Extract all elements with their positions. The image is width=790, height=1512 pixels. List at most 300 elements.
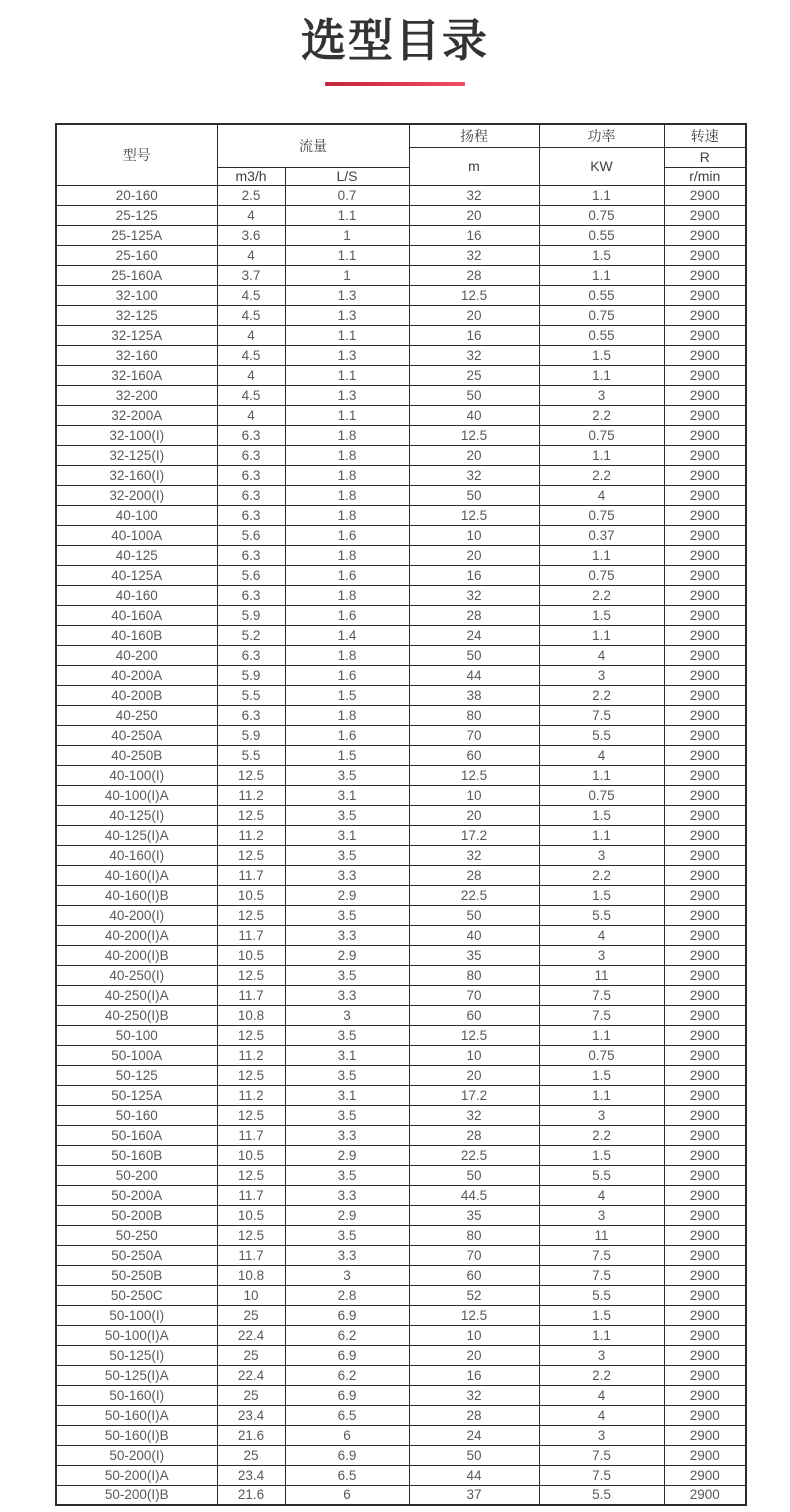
table-row bbox=[56, 1305, 746, 1325]
speed-cell: 2900 bbox=[664, 445, 746, 465]
table-row bbox=[56, 885, 746, 905]
model-cell: 50-160(I)B bbox=[56, 1425, 217, 1445]
flow-ls-cell: 3.5 bbox=[285, 905, 409, 925]
flow-ls-cell: 1.3 bbox=[285, 285, 409, 305]
speed-cell: 2900 bbox=[664, 345, 746, 365]
speed-cell: 2900 bbox=[664, 745, 746, 765]
flow-m3h-cell: 4.5 bbox=[217, 385, 285, 405]
table-row bbox=[56, 1065, 746, 1085]
table-row bbox=[56, 285, 746, 305]
table-row bbox=[56, 545, 746, 565]
flow-ls-cell: 3 bbox=[285, 1265, 409, 1285]
flow-m3h-cell: 10.8 bbox=[217, 1005, 285, 1025]
table-row bbox=[56, 705, 746, 725]
model-cell: 50-125A bbox=[56, 1085, 217, 1105]
model-cell: 50-160(I) bbox=[56, 1385, 217, 1405]
head-cell: 50 bbox=[409, 1165, 539, 1185]
model-cell: 50-200(I)A bbox=[56, 1465, 217, 1485]
power-cell: 5.5 bbox=[539, 1485, 664, 1505]
flow-m3h-cell: 6.3 bbox=[217, 545, 285, 565]
flow-ls-cell: 6.2 bbox=[285, 1325, 409, 1345]
table-row bbox=[56, 445, 746, 465]
head-cell: 37 bbox=[409, 1485, 539, 1505]
flow-ls-cell: 1.3 bbox=[285, 345, 409, 365]
power-cell: 7.5 bbox=[539, 1245, 664, 1265]
flow-m3h-cell: 10.5 bbox=[217, 945, 285, 965]
model-cell: 40-200(I)A bbox=[56, 925, 217, 945]
model-cell: 32-160(I) bbox=[56, 465, 217, 485]
speed-cell: 2900 bbox=[664, 965, 746, 985]
speed-cell: 2900 bbox=[664, 285, 746, 305]
power-cell: 1.1 bbox=[539, 265, 664, 285]
flow-ls-cell: 1 bbox=[285, 265, 409, 285]
flow-m3h-cell: 12.5 bbox=[217, 805, 285, 825]
speed-cell: 2900 bbox=[664, 545, 746, 565]
speed-cell: 2900 bbox=[664, 1025, 746, 1045]
flow-ls-cell: 1.6 bbox=[285, 665, 409, 685]
model-cell: 40-160A bbox=[56, 605, 217, 625]
flow-ls-cell: 3.1 bbox=[285, 825, 409, 845]
model-cell: 40-250(I)A bbox=[56, 985, 217, 1005]
power-cell: 5.5 bbox=[539, 725, 664, 745]
power-cell: 3 bbox=[539, 1345, 664, 1365]
speed-cell: 2900 bbox=[664, 1265, 746, 1285]
head-cell: 12.5 bbox=[409, 425, 539, 445]
model-cell: 50-100A bbox=[56, 1045, 217, 1065]
model-cell: 50-100(I)A bbox=[56, 1325, 217, 1345]
flow-m3h-cell: 10 bbox=[217, 1285, 285, 1305]
power-cell: 0.75 bbox=[539, 505, 664, 525]
flow-m3h-cell: 6.3 bbox=[217, 645, 285, 665]
head-cell: 20 bbox=[409, 805, 539, 825]
flow-m3h-cell: 4.5 bbox=[217, 305, 285, 325]
model-cell: 40-125 bbox=[56, 545, 217, 565]
power-cell: 1.1 bbox=[539, 765, 664, 785]
table-row bbox=[56, 265, 746, 285]
speed-cell: 2900 bbox=[664, 365, 746, 385]
table-row bbox=[56, 1385, 746, 1405]
flow-m3h-cell: 12.5 bbox=[217, 1225, 285, 1245]
flow-m3h-cell: 11.7 bbox=[217, 865, 285, 885]
power-cell: 0.55 bbox=[539, 225, 664, 245]
speed-cell: 2900 bbox=[664, 1245, 746, 1265]
speed-cell: 2900 bbox=[664, 1125, 746, 1145]
flow-ls-cell: 1.1 bbox=[285, 245, 409, 265]
power-cell: 1.1 bbox=[539, 445, 664, 465]
speed-cell: 2900 bbox=[664, 1345, 746, 1365]
speed-cell: 2900 bbox=[664, 305, 746, 325]
model-cell: 50-200 bbox=[56, 1165, 217, 1185]
table-row bbox=[56, 1465, 746, 1485]
speed-cell: 2900 bbox=[664, 1365, 746, 1385]
table-row bbox=[56, 605, 746, 625]
model-cell: 40-100(I) bbox=[56, 765, 217, 785]
flow-ls-cell: 1.6 bbox=[285, 725, 409, 745]
flow-ls-cell: 1.6 bbox=[285, 525, 409, 545]
head-cell: 32 bbox=[409, 245, 539, 265]
power-cell: 0.75 bbox=[539, 785, 664, 805]
flow-m3h-cell: 4 bbox=[217, 325, 285, 345]
model-cell: 40-250 bbox=[56, 705, 217, 725]
head-cell: 35 bbox=[409, 945, 539, 965]
head-cell: 70 bbox=[409, 725, 539, 745]
flow-ls-cell: 3.5 bbox=[285, 845, 409, 865]
power-cell: 7.5 bbox=[539, 1265, 664, 1285]
speed-cell: 2900 bbox=[664, 1465, 746, 1485]
head-cell: 32 bbox=[409, 1105, 539, 1125]
speed-cell: 2900 bbox=[664, 485, 746, 505]
table-row bbox=[56, 1205, 746, 1225]
table-row bbox=[56, 1265, 746, 1285]
head-cell: 20 bbox=[409, 1345, 539, 1365]
head-cell: 22.5 bbox=[409, 885, 539, 905]
head-cell: 50 bbox=[409, 905, 539, 925]
flow-m3h-cell: 22.4 bbox=[217, 1325, 285, 1345]
speed-cell: 2900 bbox=[664, 925, 746, 945]
head-cell: 60 bbox=[409, 745, 539, 765]
flow-m3h-cell: 12.5 bbox=[217, 845, 285, 865]
head-cell: 40 bbox=[409, 925, 539, 945]
flow-ls-cell: 1.6 bbox=[285, 605, 409, 625]
model-cell: 50-125(I)A bbox=[56, 1365, 217, 1385]
model-cell: 32-200(I) bbox=[56, 485, 217, 505]
flow-ls-cell: 1 bbox=[285, 225, 409, 245]
table-row bbox=[56, 325, 746, 345]
speed-cell: 2900 bbox=[664, 1085, 746, 1105]
model-cell: 32-160 bbox=[56, 345, 217, 365]
speed-cell: 2900 bbox=[664, 1105, 746, 1125]
speed-cell: 2900 bbox=[664, 985, 746, 1005]
speed-cell: 2900 bbox=[664, 905, 746, 925]
speed-cell: 2900 bbox=[664, 1225, 746, 1245]
power-cell: 4 bbox=[539, 645, 664, 665]
flow-m3h-cell: 3.7 bbox=[217, 265, 285, 285]
speed-cell: 2900 bbox=[664, 685, 746, 705]
flow-ls-cell: 3.5 bbox=[285, 1025, 409, 1045]
flow-ls-cell: 6 bbox=[285, 1485, 409, 1505]
model-cell: 40-160B bbox=[56, 625, 217, 645]
speed-cell: 2900 bbox=[664, 1065, 746, 1085]
model-cell: 40-200 bbox=[56, 645, 217, 665]
flow-ls-cell: 1.5 bbox=[285, 685, 409, 705]
power-cell: 5.5 bbox=[539, 1285, 664, 1305]
model-cell: 40-160 bbox=[56, 585, 217, 605]
power-cell: 7.5 bbox=[539, 705, 664, 725]
head-cell: 12.5 bbox=[409, 765, 539, 785]
table-row bbox=[56, 865, 746, 885]
table-row bbox=[56, 1245, 746, 1265]
flow-ls-cell: 1.8 bbox=[285, 465, 409, 485]
flow-m3h-cell: 11.2 bbox=[217, 825, 285, 845]
flow-m3h-cell: 11.2 bbox=[217, 1085, 285, 1105]
flow-m3h-cell: 4 bbox=[217, 365, 285, 385]
head-cell: 20 bbox=[409, 305, 539, 325]
header-power: 功率 bbox=[539, 124, 664, 147]
head-cell: 12.5 bbox=[409, 505, 539, 525]
flow-ls-cell: 1.8 bbox=[285, 505, 409, 525]
speed-cell: 2900 bbox=[664, 1185, 746, 1205]
head-cell: 24 bbox=[409, 1425, 539, 1445]
table-row bbox=[56, 1085, 746, 1105]
flow-m3h-cell: 11.7 bbox=[217, 1185, 285, 1205]
model-cell: 40-125A bbox=[56, 565, 217, 585]
power-cell: 1.1 bbox=[539, 545, 664, 565]
speed-cell: 2900 bbox=[664, 765, 746, 785]
head-cell: 24 bbox=[409, 625, 539, 645]
catalog-table-header bbox=[56, 124, 746, 185]
head-cell: 17.2 bbox=[409, 1085, 539, 1105]
power-cell: 5.5 bbox=[539, 1165, 664, 1185]
power-cell: 3 bbox=[539, 945, 664, 965]
power-cell: 11 bbox=[539, 965, 664, 985]
head-cell: 12.5 bbox=[409, 1025, 539, 1045]
power-cell: 3 bbox=[539, 1205, 664, 1225]
model-cell: 50-125 bbox=[56, 1065, 217, 1085]
power-cell: 3 bbox=[539, 845, 664, 865]
head-cell: 16 bbox=[409, 225, 539, 245]
model-cell: 50-200(I)B bbox=[56, 1485, 217, 1505]
speed-cell: 2900 bbox=[664, 525, 746, 545]
power-cell: 1.5 bbox=[539, 605, 664, 625]
power-cell: 0.75 bbox=[539, 425, 664, 445]
flow-ls-cell: 2.9 bbox=[285, 1145, 409, 1165]
flow-ls-cell: 1.3 bbox=[285, 305, 409, 325]
model-cell: 40-250(I) bbox=[56, 965, 217, 985]
table-row bbox=[56, 1145, 746, 1165]
speed-cell: 2900 bbox=[664, 205, 746, 225]
head-cell: 17.2 bbox=[409, 825, 539, 845]
header-flow-ls: L/S bbox=[285, 167, 409, 185]
power-cell: 1.1 bbox=[539, 365, 664, 385]
head-cell: 32 bbox=[409, 465, 539, 485]
speed-cell: 2900 bbox=[664, 505, 746, 525]
model-cell: 40-160(I)B bbox=[56, 885, 217, 905]
flow-m3h-cell: 25 bbox=[217, 1345, 285, 1365]
power-cell: 1.5 bbox=[539, 885, 664, 905]
flow-m3h-cell: 21.6 bbox=[217, 1485, 285, 1505]
power-cell: 4 bbox=[539, 745, 664, 765]
model-cell: 50-160 bbox=[56, 1105, 217, 1125]
power-cell: 7.5 bbox=[539, 1005, 664, 1025]
head-cell: 80 bbox=[409, 1225, 539, 1245]
table-row bbox=[56, 365, 746, 385]
flow-ls-cell: 1.8 bbox=[285, 425, 409, 445]
catalog-table-body bbox=[56, 185, 746, 1505]
model-cell: 32-125 bbox=[56, 305, 217, 325]
speed-cell: 2900 bbox=[664, 1425, 746, 1445]
power-cell: 1.5 bbox=[539, 1305, 664, 1325]
flow-ls-cell: 6.9 bbox=[285, 1345, 409, 1365]
power-cell: 2.2 bbox=[539, 405, 664, 425]
flow-m3h-cell: 25 bbox=[217, 1385, 285, 1405]
table-row bbox=[56, 245, 746, 265]
model-cell: 40-125(I) bbox=[56, 805, 217, 825]
flow-m3h-cell: 12.5 bbox=[217, 965, 285, 985]
table-row bbox=[56, 645, 746, 665]
power-cell: 4 bbox=[539, 485, 664, 505]
flow-m3h-cell: 5.6 bbox=[217, 525, 285, 545]
power-cell: 3 bbox=[539, 1425, 664, 1445]
head-cell: 28 bbox=[409, 865, 539, 885]
flow-m3h-cell: 4.5 bbox=[217, 285, 285, 305]
flow-ls-cell: 1.8 bbox=[285, 705, 409, 725]
header-power-unit: KW bbox=[539, 147, 664, 185]
speed-cell: 2900 bbox=[664, 725, 746, 745]
model-cell: 32-125(I) bbox=[56, 445, 217, 465]
flow-m3h-cell: 11.7 bbox=[217, 1245, 285, 1265]
speed-cell: 2900 bbox=[664, 245, 746, 265]
speed-cell: 2900 bbox=[664, 425, 746, 445]
flow-m3h-cell: 6.3 bbox=[217, 485, 285, 505]
head-cell: 32 bbox=[409, 1385, 539, 1405]
flow-ls-cell: 1.1 bbox=[285, 365, 409, 385]
model-cell: 32-100(I) bbox=[56, 425, 217, 445]
table-row bbox=[56, 1165, 746, 1185]
speed-cell: 2900 bbox=[664, 1485, 746, 1505]
speed-cell: 2900 bbox=[664, 585, 746, 605]
table-row bbox=[56, 1345, 746, 1365]
table-row bbox=[56, 305, 746, 325]
power-cell: 2.2 bbox=[539, 1365, 664, 1385]
table-row bbox=[56, 585, 746, 605]
model-cell: 40-250(I)B bbox=[56, 1005, 217, 1025]
model-cell: 40-125(I)A bbox=[56, 825, 217, 845]
flow-ls-cell: 1.8 bbox=[285, 545, 409, 565]
speed-cell: 2900 bbox=[664, 1045, 746, 1065]
power-cell: 1.1 bbox=[539, 1325, 664, 1345]
table-row bbox=[56, 425, 746, 445]
head-cell: 50 bbox=[409, 385, 539, 405]
power-cell: 3 bbox=[539, 665, 664, 685]
head-cell: 20 bbox=[409, 445, 539, 465]
model-cell: 32-200 bbox=[56, 385, 217, 405]
power-cell: 1.1 bbox=[539, 625, 664, 645]
speed-cell: 2900 bbox=[664, 1445, 746, 1465]
header-model: 型号 bbox=[56, 124, 217, 185]
flow-ls-cell: 1.1 bbox=[285, 205, 409, 225]
flow-m3h-cell: 6.3 bbox=[217, 425, 285, 445]
table-row bbox=[56, 1325, 746, 1345]
flow-ls-cell: 2.9 bbox=[285, 1205, 409, 1225]
head-cell: 10 bbox=[409, 1325, 539, 1345]
flow-m3h-cell: 4.5 bbox=[217, 345, 285, 365]
table-row bbox=[56, 1285, 746, 1305]
flow-ls-cell: 3.5 bbox=[285, 1105, 409, 1125]
head-cell: 32 bbox=[409, 845, 539, 865]
table-row bbox=[56, 405, 746, 425]
catalog-table bbox=[55, 123, 747, 1506]
table-row bbox=[56, 1225, 746, 1245]
flow-m3h-cell: 10.8 bbox=[217, 1265, 285, 1285]
model-cell: 50-100(I) bbox=[56, 1305, 217, 1325]
flow-m3h-cell: 5.9 bbox=[217, 665, 285, 685]
power-cell: 7.5 bbox=[539, 1445, 664, 1465]
power-cell: 2.2 bbox=[539, 585, 664, 605]
head-cell: 25 bbox=[409, 365, 539, 385]
model-cell: 40-200A bbox=[56, 665, 217, 685]
head-cell: 38 bbox=[409, 685, 539, 705]
head-cell: 32 bbox=[409, 345, 539, 365]
table-row bbox=[56, 505, 746, 525]
flow-ls-cell: 6.5 bbox=[285, 1465, 409, 1485]
model-cell: 25-160A bbox=[56, 265, 217, 285]
flow-m3h-cell: 4 bbox=[217, 205, 285, 225]
speed-cell: 2900 bbox=[664, 565, 746, 585]
head-cell: 70 bbox=[409, 1245, 539, 1265]
flow-ls-cell: 2.9 bbox=[285, 945, 409, 965]
model-cell: 32-100 bbox=[56, 285, 217, 305]
flow-m3h-cell: 5.9 bbox=[217, 725, 285, 745]
speed-cell: 2900 bbox=[664, 705, 746, 725]
table-row bbox=[56, 725, 746, 745]
power-cell: 1.1 bbox=[539, 1025, 664, 1045]
speed-cell: 2900 bbox=[664, 665, 746, 685]
table-row bbox=[56, 1125, 746, 1145]
power-cell: 1.5 bbox=[539, 1065, 664, 1085]
head-cell: 32 bbox=[409, 585, 539, 605]
speed-cell: 2900 bbox=[664, 625, 746, 645]
title-divider bbox=[325, 82, 465, 86]
flow-m3h-cell: 21.6 bbox=[217, 1425, 285, 1445]
speed-cell: 2900 bbox=[664, 325, 746, 345]
flow-ls-cell: 3.3 bbox=[285, 985, 409, 1005]
head-cell: 10 bbox=[409, 785, 539, 805]
power-cell: 0.37 bbox=[539, 525, 664, 545]
speed-cell: 2900 bbox=[664, 265, 746, 285]
head-cell: 60 bbox=[409, 1265, 539, 1285]
table-row bbox=[56, 345, 746, 365]
flow-m3h-cell: 12.5 bbox=[217, 1025, 285, 1045]
table-row bbox=[56, 1365, 746, 1385]
flow-ls-cell: 3.5 bbox=[285, 1065, 409, 1085]
table-row bbox=[56, 905, 746, 925]
flow-ls-cell: 3.5 bbox=[285, 1165, 409, 1185]
power-cell: 2.2 bbox=[539, 685, 664, 705]
flow-m3h-cell: 5.5 bbox=[217, 745, 285, 765]
speed-cell: 2900 bbox=[664, 465, 746, 485]
head-cell: 80 bbox=[409, 965, 539, 985]
flow-ls-cell: 1.5 bbox=[285, 745, 409, 765]
model-cell: 50-250A bbox=[56, 1245, 217, 1265]
model-cell: 50-250C bbox=[56, 1285, 217, 1305]
header-head-unit: m bbox=[409, 147, 539, 185]
speed-cell: 2900 bbox=[664, 185, 746, 205]
power-cell: 4 bbox=[539, 925, 664, 945]
table-row bbox=[56, 485, 746, 505]
power-cell: 3 bbox=[539, 385, 664, 405]
flow-ls-cell: 2.9 bbox=[285, 885, 409, 905]
head-cell: 20 bbox=[409, 1065, 539, 1085]
flow-ls-cell: 3.3 bbox=[285, 1245, 409, 1265]
speed-cell: 2900 bbox=[664, 405, 746, 425]
flow-ls-cell: 2.8 bbox=[285, 1285, 409, 1305]
model-cell: 40-200B bbox=[56, 685, 217, 705]
power-cell: 1.1 bbox=[539, 185, 664, 205]
head-cell: 50 bbox=[409, 645, 539, 665]
flow-ls-cell: 1.1 bbox=[285, 325, 409, 345]
flow-ls-cell: 3.5 bbox=[285, 805, 409, 825]
flow-m3h-cell: 11.7 bbox=[217, 1125, 285, 1145]
header-speed-unit: r/min bbox=[664, 167, 746, 185]
power-cell: 0.55 bbox=[539, 285, 664, 305]
head-cell: 16 bbox=[409, 325, 539, 345]
speed-cell: 2900 bbox=[664, 885, 746, 905]
power-cell: 4 bbox=[539, 1385, 664, 1405]
flow-ls-cell: 3.5 bbox=[285, 965, 409, 985]
flow-m3h-cell: 10.5 bbox=[217, 1205, 285, 1225]
flow-m3h-cell: 4 bbox=[217, 245, 285, 265]
table-row bbox=[56, 625, 746, 645]
